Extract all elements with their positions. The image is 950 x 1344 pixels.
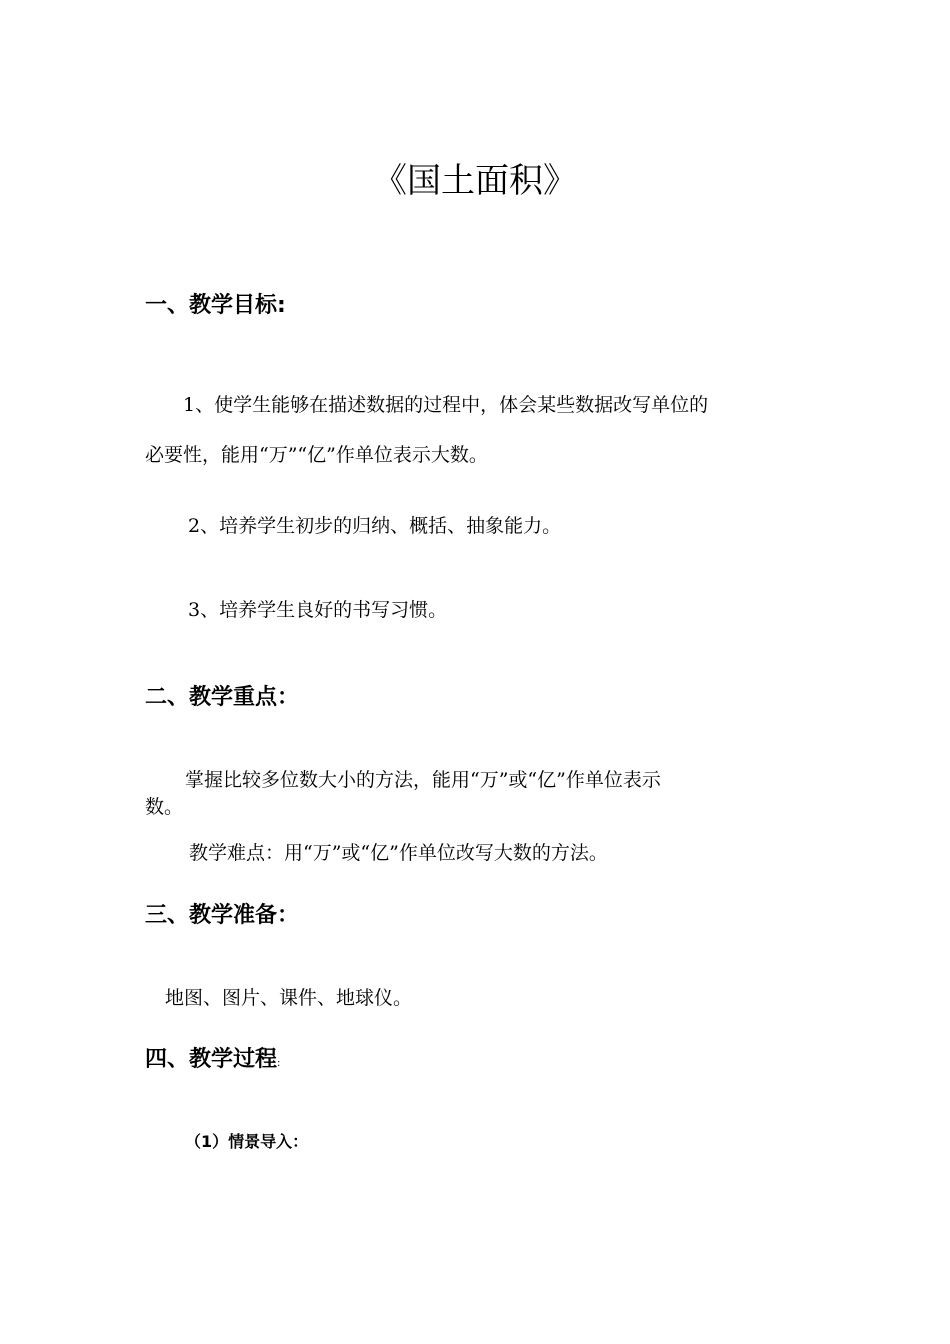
objective-item-3: 3、培养学生良好的书写习惯。 <box>188 599 448 621</box>
objective-item-1: 1、使学生能够在描述数据的过程中，体会某些数据改写单位的 <box>183 394 709 416</box>
heading-key-points: 二、教学重点： <box>145 685 300 710</box>
heading-objectives: 一、教学目标: <box>145 293 286 318</box>
process-step-1: （1）情景导入： <box>185 1132 309 1151</box>
heading-process <box>145 1042 280 1073</box>
preparation-text: 地图、图片、课件、地球仪。 <box>165 987 413 1009</box>
heading-preparation: 三、教学准备： <box>145 903 300 928</box>
difficulty-line: 教学难点：用“万”或“亿”作单位改写大数的方法。 <box>189 842 608 864</box>
heading-process-label: 四、教学过程 <box>145 1047 278 1072</box>
heading-process-suffix: : <box>277 1058 281 1069</box>
objective-item-1-continued: 必要性，能用“万”“亿”作单位表示大数。 <box>145 444 488 466</box>
objective-item-2: 2、培养学生初步的归纳、概括、抽象能力。 <box>188 515 562 537</box>
document-title: 《国土面积》 <box>373 161 577 201</box>
key-points-line-1: 掌握比较多位数大小的方法，能用“万”或“亿”作单位表示 <box>185 769 661 791</box>
key-points-line-2: 数。 <box>145 796 184 818</box>
